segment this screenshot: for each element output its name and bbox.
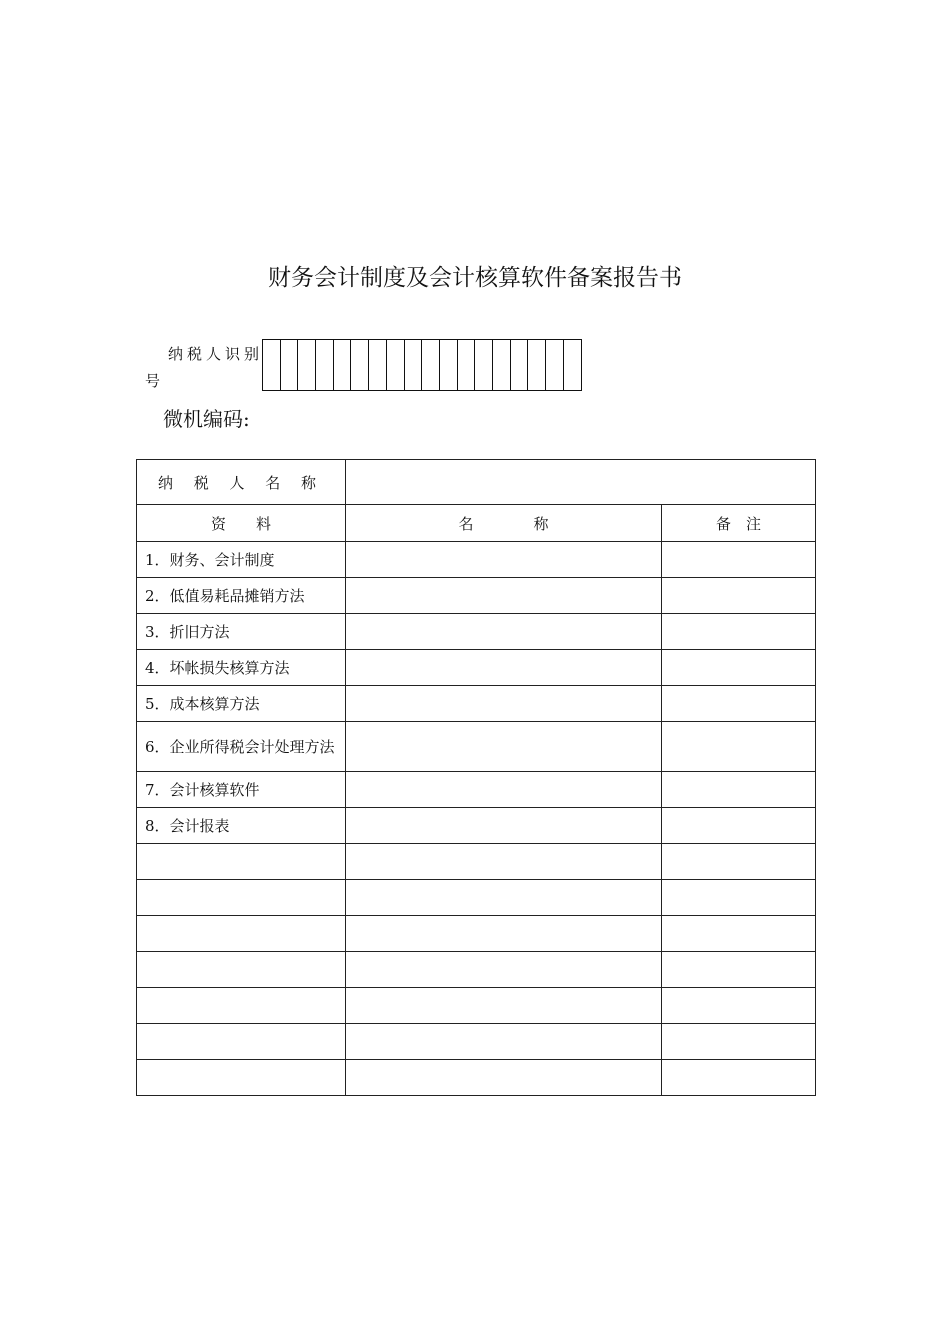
blank-cell[interactable] [137, 952, 346, 988]
taxpayer-id-digit-box[interactable] [263, 340, 281, 390]
blank-row [137, 844, 816, 880]
blank-cell[interactable] [662, 952, 816, 988]
blank-cell[interactable] [662, 880, 816, 916]
blank-cell[interactable] [662, 1024, 816, 1060]
blank-row [137, 880, 816, 916]
taxpayer-name-field[interactable] [346, 460, 816, 505]
blank-cell[interactable] [662, 1060, 816, 1096]
item-label: 6．企业所得税会计处理方法 [137, 722, 346, 772]
table-row [137, 614, 816, 650]
taxpayer-id-label: 纳税人识别 [168, 345, 264, 363]
taxpayer-id-digit-box[interactable] [316, 340, 334, 390]
item-remarks-field[interactable] [662, 722, 816, 772]
taxpayer-id-digit-box[interactable] [458, 340, 476, 390]
item-remarks-field[interactable] [662, 772, 816, 808]
micro-code-label: 微机编码: [163, 407, 250, 431]
item-label: 4．坏帐损失核算方法 [137, 650, 346, 686]
blank-cell[interactable] [662, 988, 816, 1024]
blank-cell[interactable] [346, 916, 662, 952]
taxpayer-id-digit-box[interactable] [511, 340, 529, 390]
table-row [137, 808, 816, 844]
item-remarks-field[interactable] [662, 650, 816, 686]
item-remarks-field[interactable] [662, 614, 816, 650]
taxpayer-name-row [137, 460, 816, 505]
blank-cell[interactable] [137, 880, 346, 916]
item-name-field[interactable] [346, 614, 662, 650]
blank-cell[interactable] [346, 1060, 662, 1096]
taxpayer-id-digit-box[interactable] [475, 340, 493, 390]
taxpayer-name-label: 纳 税 人 名 称 [137, 460, 346, 505]
taxpayer-id-label-continued: 号 [145, 372, 161, 390]
blank-cell[interactable] [137, 988, 346, 1024]
taxpayer-id-digit-box[interactable] [387, 340, 405, 390]
taxpayer-id-digit-box[interactable] [422, 340, 440, 390]
item-remarks-field[interactable] [662, 686, 816, 722]
item-remarks-field[interactable] [662, 578, 816, 614]
taxpayer-id-digit-box[interactable] [493, 340, 511, 390]
blank-cell[interactable] [346, 880, 662, 916]
taxpayer-id-digit-box[interactable] [528, 340, 546, 390]
taxpayer-id-digit-box[interactable] [405, 340, 423, 390]
table-row [137, 686, 816, 722]
header-remarks: 备 注 [662, 505, 816, 542]
filing-table [136, 459, 816, 1096]
item-remarks-field[interactable] [662, 808, 816, 844]
blank-cell[interactable] [137, 1060, 346, 1096]
taxpayer-id-digit-box[interactable] [281, 340, 299, 390]
blank-cell[interactable] [137, 844, 346, 880]
taxpayer-id-boxes[interactable] [262, 339, 582, 391]
blank-row [137, 916, 816, 952]
item-name-field[interactable] [346, 650, 662, 686]
blank-row [137, 988, 816, 1024]
taxpayer-id-digit-box[interactable] [334, 340, 352, 390]
blank-row [137, 1024, 816, 1060]
item-name-field[interactable] [346, 542, 662, 578]
taxpayer-id-digit-box[interactable] [351, 340, 369, 390]
taxpayer-id-digit-box[interactable] [546, 340, 564, 390]
taxpayer-id-digit-box[interactable] [369, 340, 387, 390]
blank-cell[interactable] [137, 916, 346, 952]
item-label: 3．折旧方法 [137, 614, 346, 650]
blank-cell[interactable] [346, 1024, 662, 1060]
item-label: 7．会计核算软件 [137, 772, 346, 808]
table-row [137, 722, 816, 772]
blank-row [137, 1060, 816, 1096]
item-name-field[interactable] [346, 686, 662, 722]
item-name-field[interactable] [346, 808, 662, 844]
blank-row [137, 952, 816, 988]
item-remarks-field[interactable] [662, 542, 816, 578]
blank-cell[interactable] [346, 952, 662, 988]
header-row [137, 505, 816, 542]
header-materials: 资 料 [137, 505, 346, 542]
item-label: 5．成本核算方法 [137, 686, 346, 722]
item-label: 8．会计报表 [137, 808, 346, 844]
blank-cell[interactable] [346, 844, 662, 880]
table-row [137, 772, 816, 808]
blank-cell[interactable] [346, 988, 662, 1024]
taxpayer-id-digit-box[interactable] [564, 340, 582, 390]
item-name-field[interactable] [346, 578, 662, 614]
blank-cell[interactable] [137, 1024, 346, 1060]
table-row [137, 578, 816, 614]
blank-cell[interactable] [662, 844, 816, 880]
taxpayer-id-digit-box[interactable] [298, 340, 316, 390]
header-name: 名 称 [346, 505, 662, 542]
table-row [137, 542, 816, 578]
item-name-field[interactable] [346, 772, 662, 808]
table-row [137, 650, 816, 686]
item-label: 1．财务、会计制度 [137, 542, 346, 578]
item-name-field[interactable] [346, 722, 662, 772]
taxpayer-id-digit-box[interactable] [440, 340, 458, 390]
document-title: 财务会计制度及会计核算软件备案报告书 [268, 265, 682, 291]
item-label: 2．低值易耗品摊销方法 [137, 578, 346, 614]
blank-cell[interactable] [662, 916, 816, 952]
